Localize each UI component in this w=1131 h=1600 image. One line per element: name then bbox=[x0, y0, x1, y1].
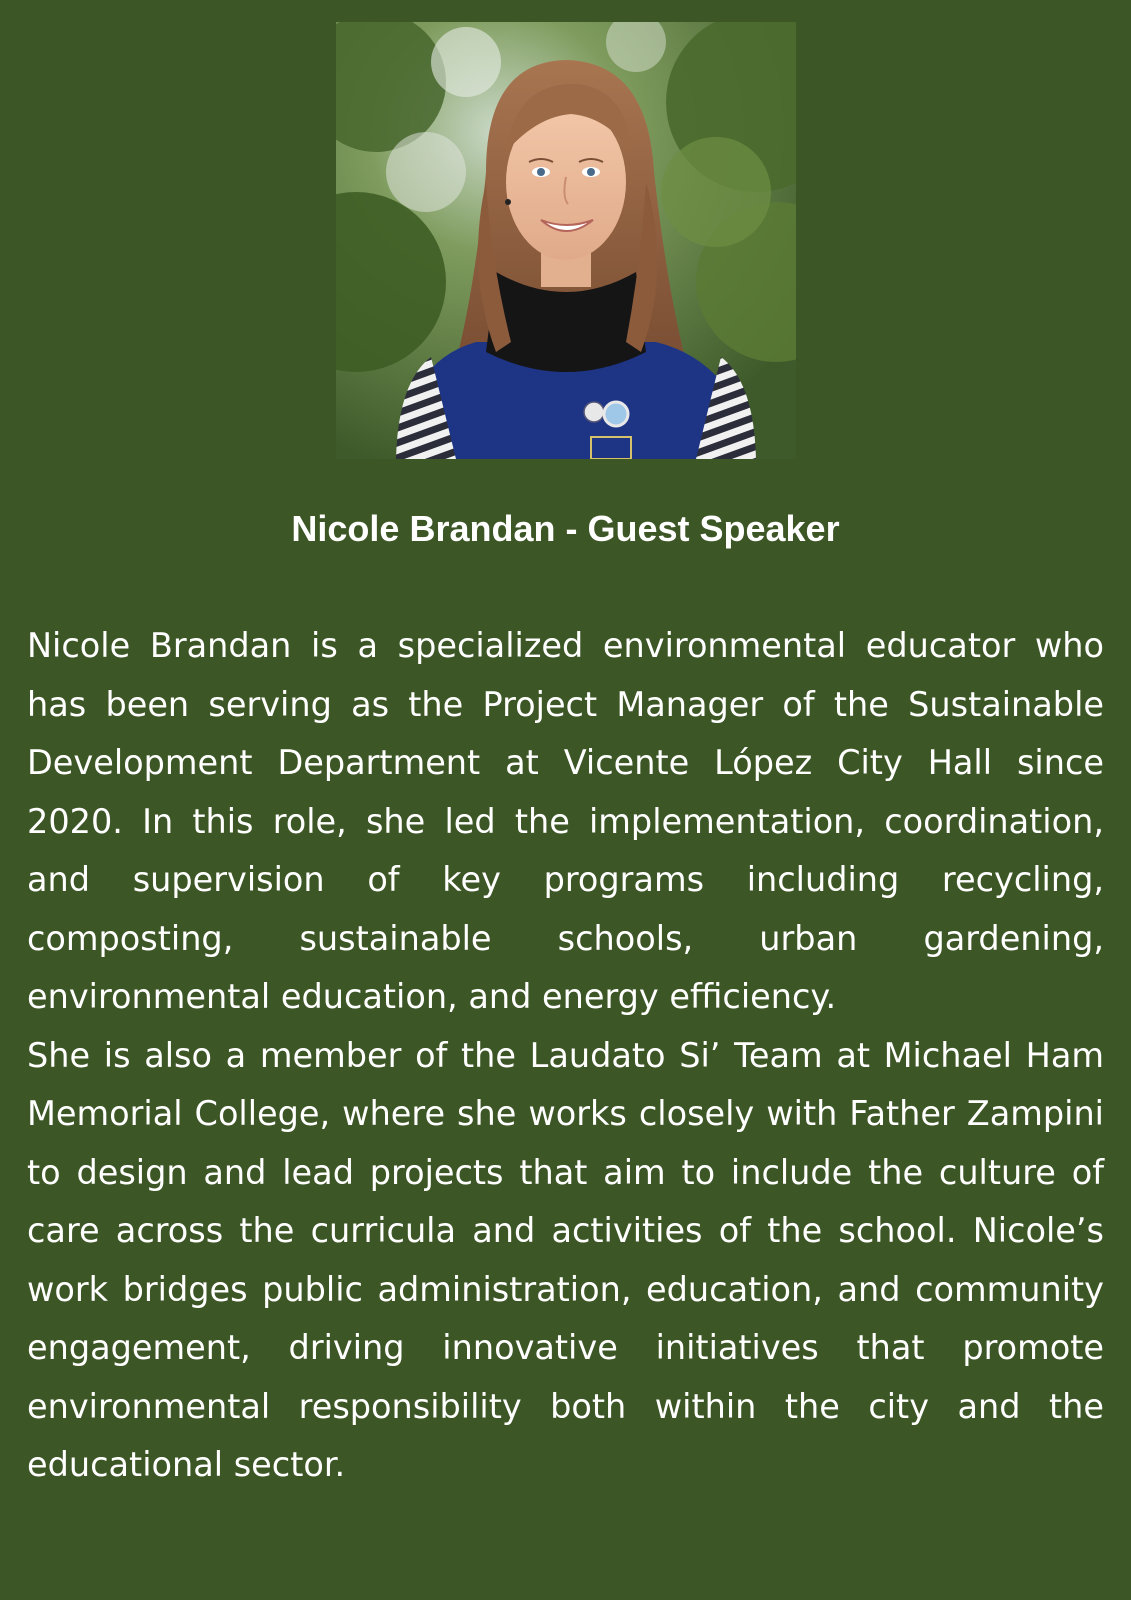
speaker-heading: Nicole Brandan - Guest Speaker bbox=[291, 508, 840, 549]
bio-paragraph-2: She is also a member of the Laudato Si’ Team at Michael Ham Memorial College, where she works closely with Father Zampini to design and lead projects that aim to include the culture of care across the curricula and activities of the school. Nicole’s work bridges public administration, education, and community engagement, driving innovative initiatives that promote environmental responsibility both within the city and the educational sector. bbox=[27, 1035, 1104, 1484]
portrait-illustration bbox=[336, 22, 796, 459]
speaker-photo bbox=[336, 22, 796, 459]
speaker-bio bbox=[27, 617, 1104, 1495]
bio-paragraph-1: Nicole Brandan is a specialized environmental educator who has been serving as the Project Manager of the Sustainable Development Department at Vicente López City Hall since 2020. In this role, she led the implementation, coordination, and supervision of key programs including recycling, composting, sustainable schools, urban gardening, environmental education, and energy efficiency. bbox=[27, 626, 1104, 1016]
